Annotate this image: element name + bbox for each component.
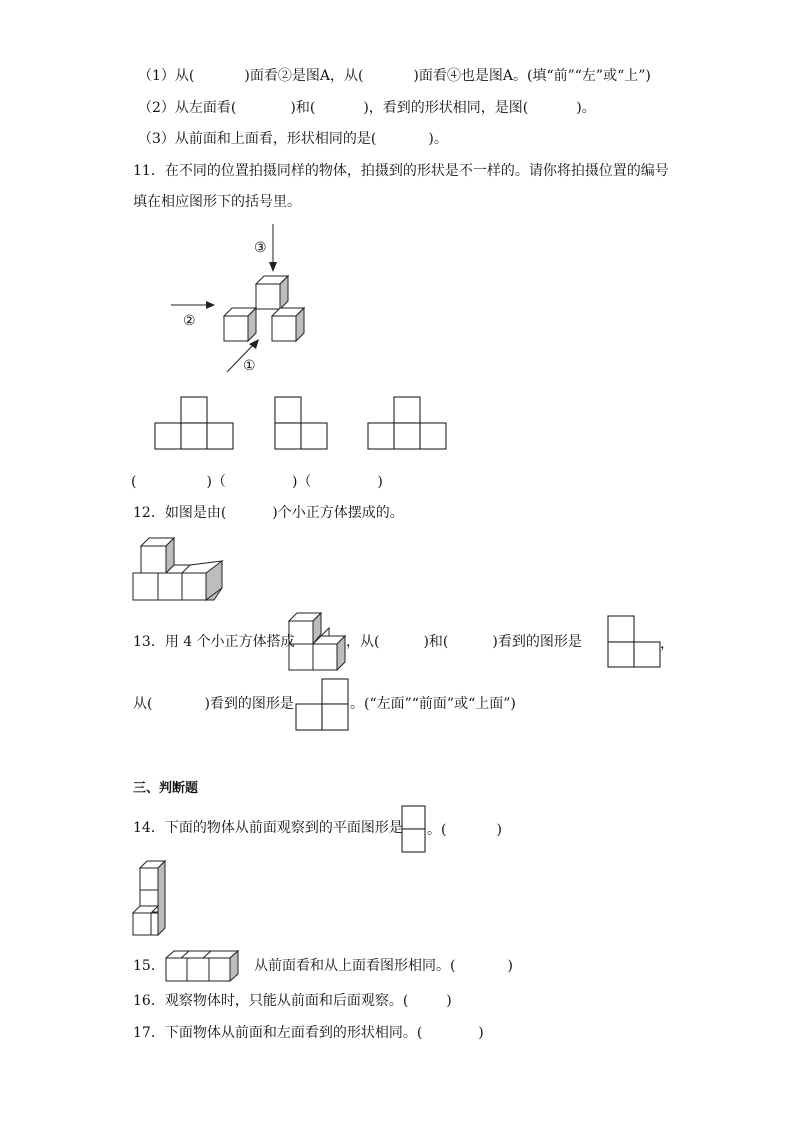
q14-b: 。( (427, 822, 447, 838)
q13-c: )和( (423, 634, 449, 650)
q13-g: )看到的图形是 (204, 696, 294, 712)
q10-l2-b: )和( (290, 100, 316, 116)
q10-l1-a: （1）从( (138, 68, 195, 84)
q11-line-2: 填在相应图形下的括号里。 (133, 194, 301, 210)
q13-object (289, 613, 345, 670)
cube-top-stack (256, 276, 288, 309)
q15-num: 15． (133, 958, 165, 974)
q15-text (254, 956, 513, 976)
q16-a: 16．观察物体时，只能从前面和后面观察。( (133, 993, 409, 1009)
cube-left (224, 308, 256, 341)
q13-f: 从( (133, 696, 153, 712)
q12-a: 12．如图是由( (133, 505, 227, 521)
section-title-judgment: 三、判断题 (133, 781, 199, 796)
q11-shape-c (368, 397, 446, 449)
q14-text-b (427, 820, 502, 840)
q13-b: ，从( (346, 634, 380, 650)
q13-text-3: 。(“左面”“前面”或“上面”) (350, 696, 516, 712)
paren-close: ) (377, 474, 383, 490)
q13-d: )看到的图形是 (492, 634, 582, 650)
q11-answer-parens (131, 472, 383, 492)
q10-l2-a: （2）从左面看( (138, 100, 237, 116)
q17-text (133, 1023, 484, 1043)
q14-c: ) (496, 822, 502, 838)
q13-text-mid (346, 632, 582, 652)
q17-b: ) (478, 1025, 484, 1041)
q11-shape-b (275, 397, 327, 449)
q11-label-2: ② (183, 313, 196, 329)
q14-shape (402, 806, 425, 852)
q12-figure (133, 538, 222, 600)
q12-text (133, 503, 404, 523)
q16-b: ) (446, 993, 452, 1009)
q14-text-a: 14．下面的物体从前面观察到的平面图形是 (133, 820, 403, 836)
q17-a: 17．下面物体从前面和左面看到的形状相同。( (133, 1025, 423, 1041)
q13-text-2 (133, 694, 294, 714)
q11-line-1: 11．在不同的位置拍摄同样的物体，拍摄到的形状是不一样的。请你将拍摄位置的编号 (133, 163, 669, 179)
q13-comma: ， (660, 636, 674, 652)
q10-l2-d: )。 (576, 100, 596, 116)
q10-l3-a: （3）从前面和上面看，形状相同的是( (138, 131, 377, 147)
cube-right (272, 308, 304, 341)
q11-label-1: ① (243, 358, 256, 374)
q10-l3-b: )。 (428, 131, 448, 147)
q11-label-3: ③ (254, 240, 267, 256)
paren-close-open: )（ (291, 474, 312, 490)
q11-shape-a (155, 397, 233, 449)
q15-a: 从前面看和从上面看图形相同。( (254, 958, 456, 974)
q13-text-a: 13．用 4 个小正方体搭成 (133, 634, 295, 650)
q10-l1-b: )面看②是图A，从( (244, 68, 364, 84)
q10-l2-c: )，看到的形状相同，是图( (363, 100, 529, 116)
q13-shape-1 (608, 616, 660, 667)
q14-object (133, 861, 165, 935)
q15-object (166, 951, 238, 981)
q16-text (133, 991, 452, 1011)
paren-open: ( (131, 474, 137, 490)
q15-b: ) (507, 958, 513, 974)
q13-shape-2 (296, 679, 348, 730)
q12-b: )个小正方体摆成的。 (272, 505, 404, 521)
paren-close-open: )（ (206, 474, 226, 490)
q10-l1-c: )面看④也是图A。(填“前”“左”或“上”) (413, 68, 651, 84)
